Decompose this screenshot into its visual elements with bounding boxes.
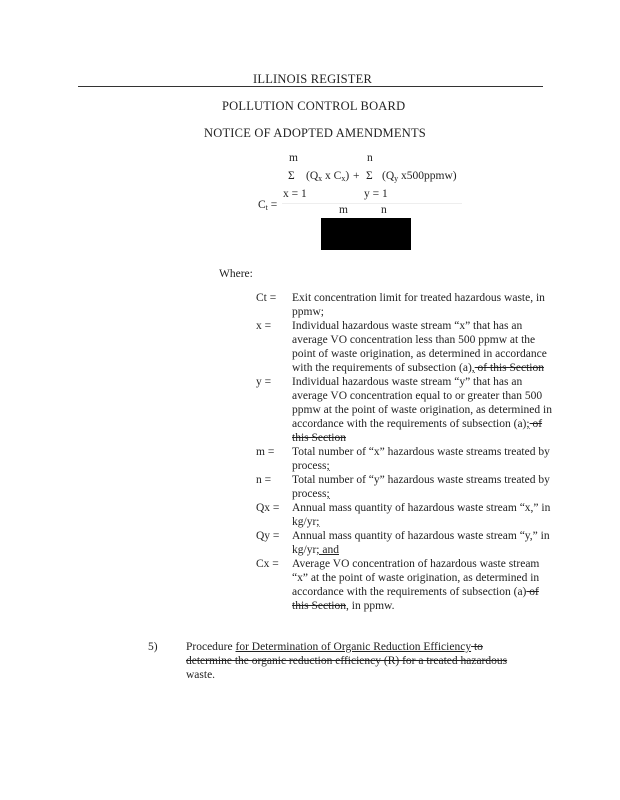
formula-m-bottom: m [339,204,348,216]
formula-y-limit: y = 1 [364,188,388,200]
redaction-box [321,218,411,250]
definition-qx [256,501,556,529]
definition-cx [256,557,556,613]
fraction-bar [282,203,462,204]
definition-text: Total number of “x” hazardous waste streams treated by process; [292,446,550,472]
definition-y [256,375,556,445]
definition-text: Individual hazardous waste stream “x” that has an average VO concentration less than 500 ppmw at the point of waste origination, as determined in accordance with the requirements of subsection (a), of this Section [292,320,547,374]
definition-symbol: Ct = [256,292,277,304]
header-rule [78,86,543,87]
definition-symbol: y = [256,376,272,388]
definition-text: Annual mass quantity of hazardous waste stream “y,” in kg/yr; and [292,530,550,556]
notice-title: NOTICE OF ADOPTED AMENDMENTS [204,126,426,140]
definition-m [256,445,556,473]
formula-sum2: Σ [366,170,373,182]
definition-text: Exit concentration limit for treated hazardous waste, in ppmw; [292,292,545,318]
register-title: ILLINOIS REGISTER [253,72,373,86]
definition-qy [256,529,556,557]
formula-term2: ($Q_y$ x500ppmw) [382,170,457,183]
formula-ct: $C_t$ = [258,199,278,212]
item-5-text: Procedure for Determination of Organic Reduction Efficiency to determine the organic reduction efficiency (R) for a treated hazardous waste. [186,641,508,681]
definition-symbol: Qy = [256,530,280,542]
definition-n [256,473,556,501]
definition-symbol: m = [256,446,275,458]
formula-sum1: Σ [288,170,295,182]
formula-m-top: m [289,152,298,164]
board-title: POLLUTION CONTROL BOARD [222,99,406,113]
formula-plus: + [353,170,360,182]
definition-text: Individual hazardous waste stream “y” that has an average VO concentration equal to or greater than 500 ppmw at the point of waste origination, as determined in accordance with the requirements of subsection (a); of this Section [292,376,552,444]
definition-symbol: x = [256,320,272,332]
definition-text: Average VO concentration of hazardous waste stream “x” at the point of waste origination, as determined in accordance with the requirements of subsection (a) of this Section, in ppmw. [292,558,540,612]
formula-n-top: n [367,152,373,164]
definition-x [256,319,556,375]
definition-symbol: n = [256,474,272,486]
where-label: Where: [219,268,253,280]
definition-text: Annual mass quantity of hazardous waste stream “x,” in kg/yr; [292,502,551,528]
definitions-list [256,291,556,613]
definition-text: Total number of “y” hazardous waste streams treated by process; [292,474,550,500]
definition-symbol: Qx = [256,502,280,514]
formula-term1: ($Q_x$ x $C_x$) [306,170,350,183]
definition-symbol: Cx = [256,558,279,570]
item-5-number: 5) [148,641,158,653]
definition-ct [256,291,556,319]
formula-n-bottom: n [381,204,387,216]
formula-x-limit: x = 1 [283,188,307,200]
